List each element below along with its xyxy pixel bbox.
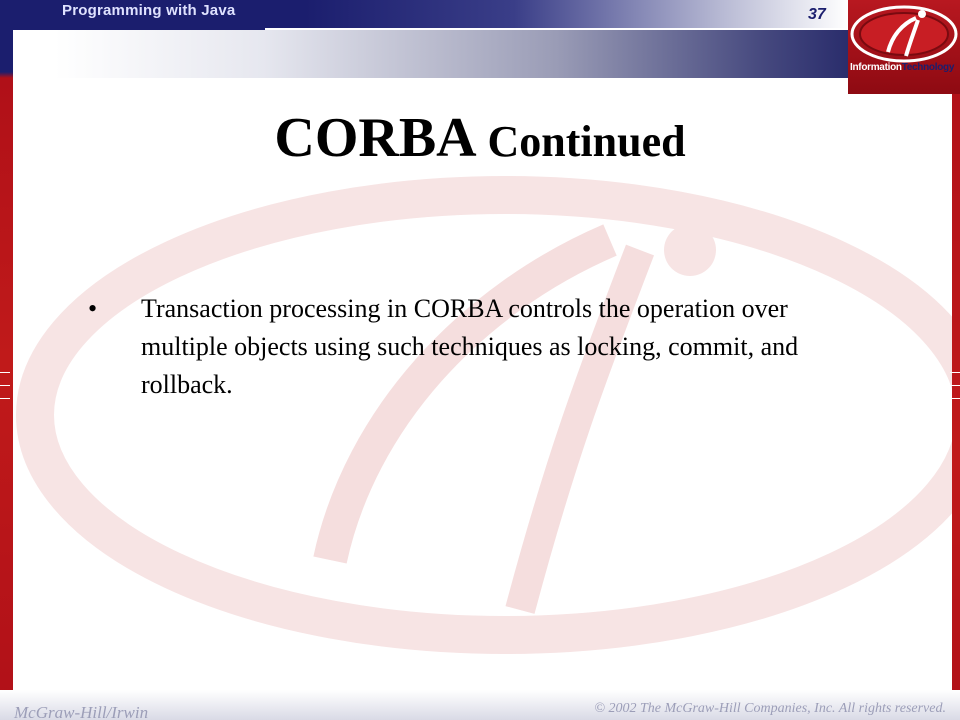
logo-wordmark xyxy=(850,62,960,73)
left-tick-mark xyxy=(0,372,10,373)
course-title: Programming with Java xyxy=(62,2,236,19)
right-tick-mark xyxy=(950,398,960,399)
slide-title-main: CORBA xyxy=(274,107,474,169)
header-rule xyxy=(265,28,845,30)
logo-emblem-icon xyxy=(848,0,960,94)
logo-word-technology: Technology xyxy=(901,62,955,73)
slide-number: 37 xyxy=(808,6,826,23)
header-gradient xyxy=(13,30,848,78)
bullet-list xyxy=(88,290,878,404)
right-tick-mark xyxy=(950,385,960,386)
footer-copyright: © 2002 The McGraw-Hill Companies, Inc. All rights reserved. xyxy=(594,701,946,716)
footer-publisher: McGraw-Hill/Irwin xyxy=(14,703,149,720)
it-logo xyxy=(848,0,960,94)
bullet-marker: • xyxy=(88,294,98,323)
slide-title xyxy=(0,108,960,172)
left-tick-mark xyxy=(0,398,10,399)
slide-title-rest: Continued xyxy=(487,117,686,166)
logo-word-information: Information xyxy=(850,62,902,73)
bullet-text: Transaction processing in CORBA controls the operation over multiple objects using such techniques as locking, commit, and rollback. xyxy=(141,294,799,399)
right-tick-mark xyxy=(950,372,960,373)
left-tick-mark xyxy=(0,385,10,386)
bullet-item xyxy=(88,290,878,404)
